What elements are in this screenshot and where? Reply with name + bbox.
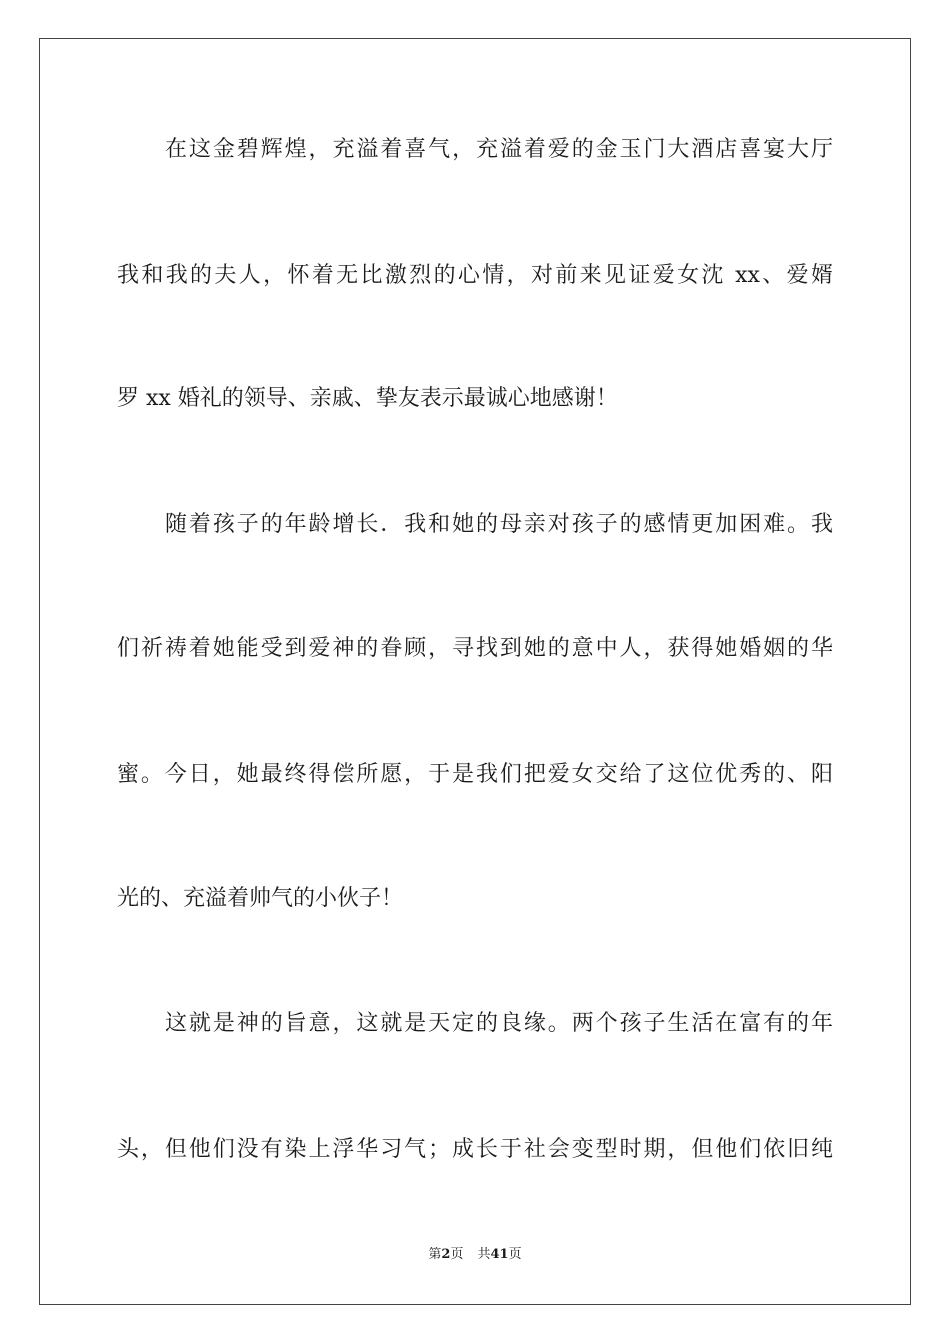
paragraph-3-line-1: 这就是神的旨意，这就是天定的良缘。两个孩子生活在富有的年 (165, 1011, 833, 1036)
paragraph-2-line-4: 光的、充溢着帅气的小伙子！ (117, 886, 404, 911)
paragraph-3-line-2: 头，但他们没有染上浮华习气；成长于社会变型时期，但他们依旧纯 (117, 1137, 833, 1162)
footer-total-suffix: 页 (508, 1247, 522, 1262)
footer-total-pages: 41 (490, 1247, 509, 1262)
paragraph-1-line-2: 我和我的夫人，怀着无比激烈的心情，对前来见证爱女沈 xx、爱婿 (117, 263, 833, 288)
paragraph-2-line-2: 们祈祷着她能受到爱神的眷顾，寻找到她的意中人，获得她婚姻的华 (117, 636, 833, 661)
paragraph-2-line-1: 随着孩子的年龄增长．我和她的母亲对孩子的感情更加困难。我 (165, 512, 833, 537)
page-border (39, 38, 911, 1305)
footer-page-prefix: 第 (428, 1247, 442, 1262)
paragraph-2-line-3: 蜜。今日，她最终得偿所愿，于是我们把爱女交给了这位优秀的、阳 (117, 762, 833, 787)
footer-page-suffix: 页 (450, 1247, 464, 1262)
page-footer (0, 1246, 950, 1264)
paragraph-1-line-1: 在这金碧辉煌，充溢着喜气，充溢着爱的金玉门大酒店喜宴大厅 (165, 137, 833, 162)
paragraph-1-line-3: 罗 xx 婚礼的领导、亲戚、挚友表示最诚心地感谢！ (117, 386, 618, 411)
footer-total-prefix: 共 (477, 1247, 491, 1262)
footer-page-number: 2 (441, 1247, 451, 1262)
